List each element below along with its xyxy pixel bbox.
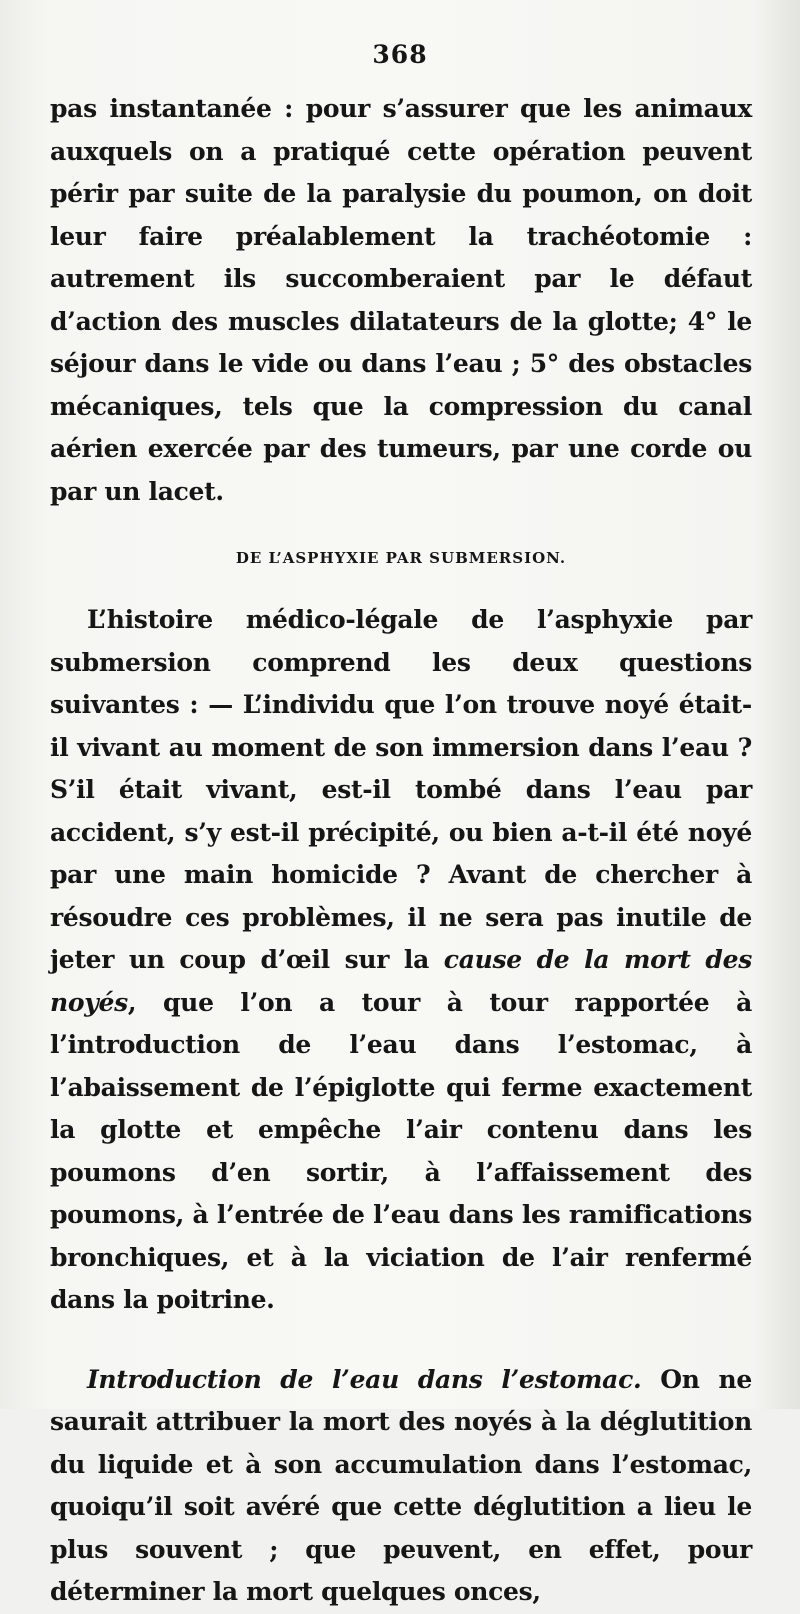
paragraph-text-start: L’histoire médico-légale de l’asphyxie par submersion comprend les deux questions suivantes : — L’individu que l’on trouve noyé était-il vivant au moment de son immersion dans l’eau ? S’il était vivant, est-il tombé dans l’eau par accident, s’y est-il précipité, ou bien a-t-il été noyé par une main homicide ? Avant de chercher à résoudre ces problèmes, il ne sera pas inutile de jeter un coup d’œil sur la — [50, 605, 752, 974]
italic-phrase: cause de la mort des noyés — [50, 945, 752, 1017]
paragraph-text: On ne saurait attribuer la mort des noyés à la déglutition du liquide et à son accumulation dans l’estomac, quoiqu’il soit avéré que cette déglutition a lieu le plus souvent ; que peuvent, en effet, pour déterminer la mort quelques onces, — [50, 1364, 752, 1606]
section-heading: DE L’ASPHYXIE PAR SUBMERSION. — [235, 549, 567, 567]
paragraph-stomach — [50, 1359, 752, 1614]
page-body — [50, 88, 752, 1614]
paragraph-submersion-intro — [50, 599, 752, 1322]
paragraph-text-end: , que l’on a tour à tour rapportée à l’introduction de l’eau dans l’estomac, à l’abaissement de l’épiglotte qui ferme exactement la glotte et empêche l’air contenu dans les poumons d’en sortir, à l’affaissement des poumons, à l’entrée de l’eau dans les ramifications bronchiques, et à la viciation de l’air renfermé dans la poitrine. — [50, 987, 752, 1314]
italic-subheading: Introduction de l’eau dans l’estomac. — [87, 1364, 642, 1394]
paragraph-continuation: pas instantanée : pour s’assurer que les animaux auxquels on a pratiqué cette opération peuvent périr par suite de la paralysie du poumon, on doit leur faire préalablement la trachéotomie : autrement ils succomberaient par le défaut d’action des muscles dilatateurs de la glotte; 4° le séjour dans le vide ou dans l’eau ; 5° des obstacles mécaniques, tels que la compression du canal aérien exercée par des tumeurs, par une corde ou par un lacet. — [50, 94, 752, 506]
page-number: 368 — [372, 40, 428, 69]
